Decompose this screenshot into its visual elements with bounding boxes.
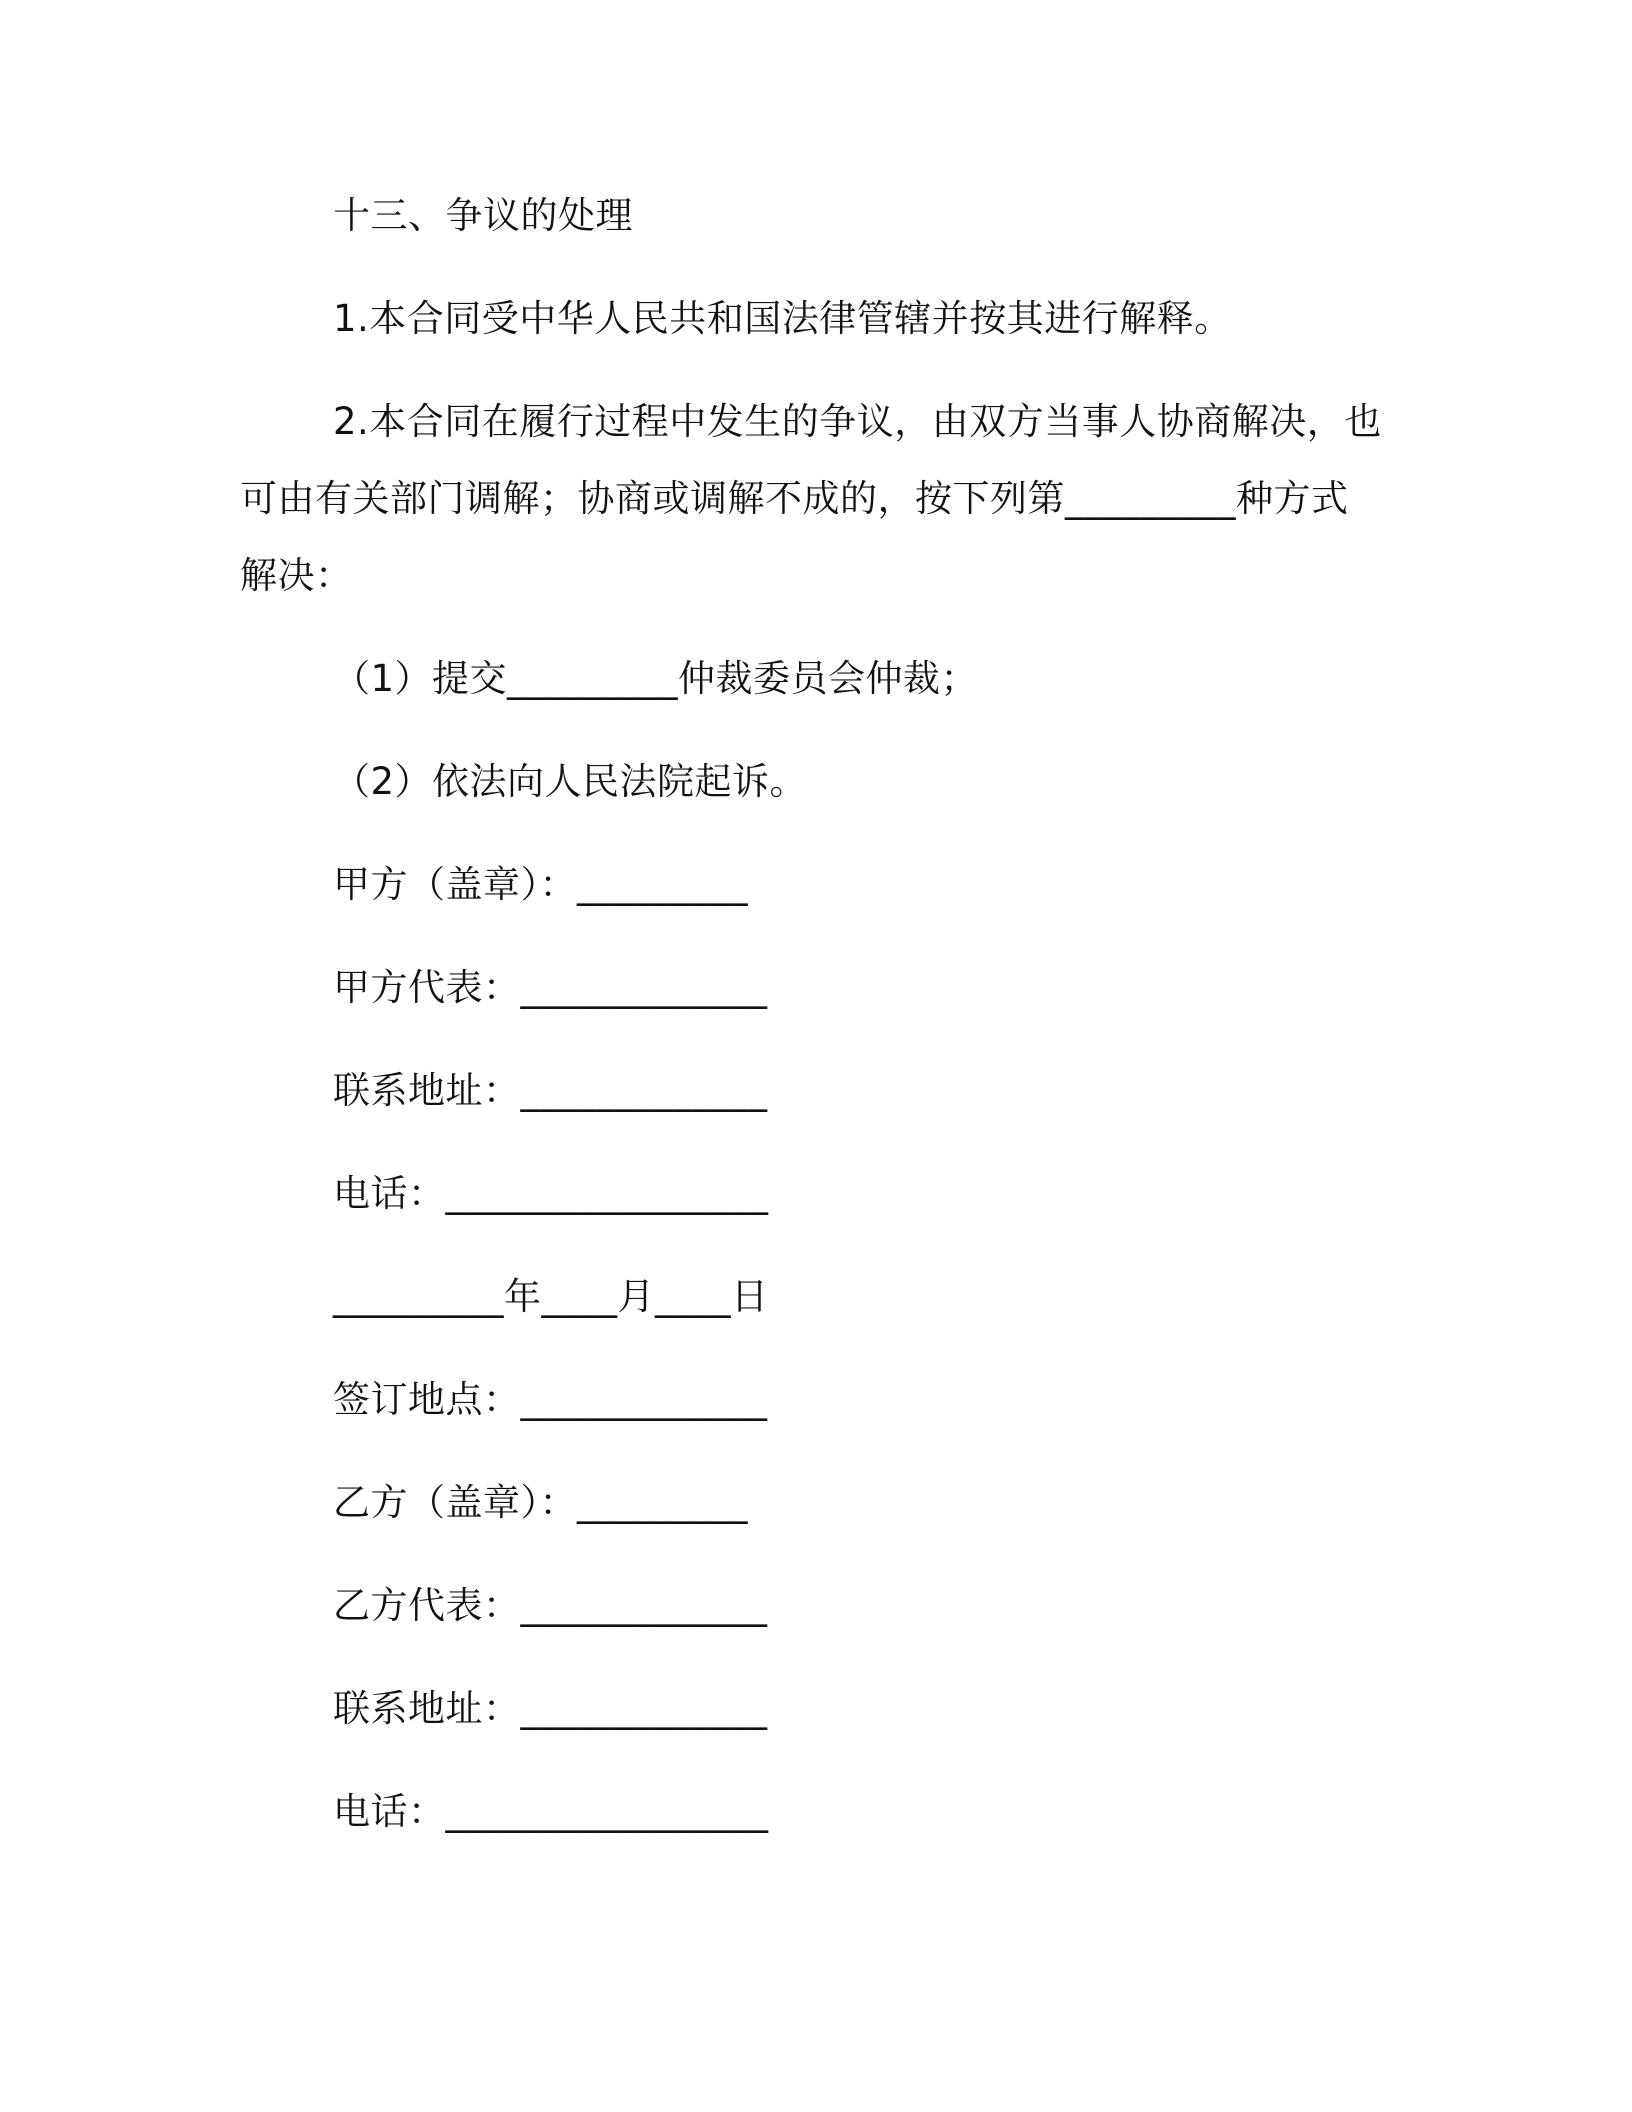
signing-place: 签订地点：_____________ [333,1378,768,1421]
party-b-phone: 电话：_________________ [333,1790,769,1833]
option-1: （1）提交_________仲裁委员会仲裁； [333,657,979,700]
section-heading: 十三、争议的处理 [333,194,633,237]
party-b-address: 联系地址：_____________ [333,1687,768,1730]
party-a-representative: 甲方代表：_____________ [333,966,768,1009]
party-b-representative: 乙方代表：_____________ [333,1584,768,1627]
party-a-phone: 电话：_________________ [333,1172,769,1215]
option-2: （2）依法向人民法院起诉。 [333,760,808,803]
clause-1: 1.本合同受中华人民共和国法律管辖并按其进行解释。 [333,297,1232,340]
party-a-seal: 甲方（盖章）：_________ [333,863,748,906]
clause-2-line-1: 2.本合同在履行过程中发生的争议，由双方当事人协商解决，也 [333,400,1382,443]
party-a-address: 联系地址：_____________ [333,1069,768,1112]
clause-2-line-2: 可由有关部门调解；协商或调解不成的，按下列第_________种方式 [240,477,1349,520]
signing-date: _________年____月____日 [333,1275,769,1318]
party-b-seal: 乙方（盖章）：_________ [333,1481,748,1524]
clause-2-line-3: 解决： [240,554,353,597]
